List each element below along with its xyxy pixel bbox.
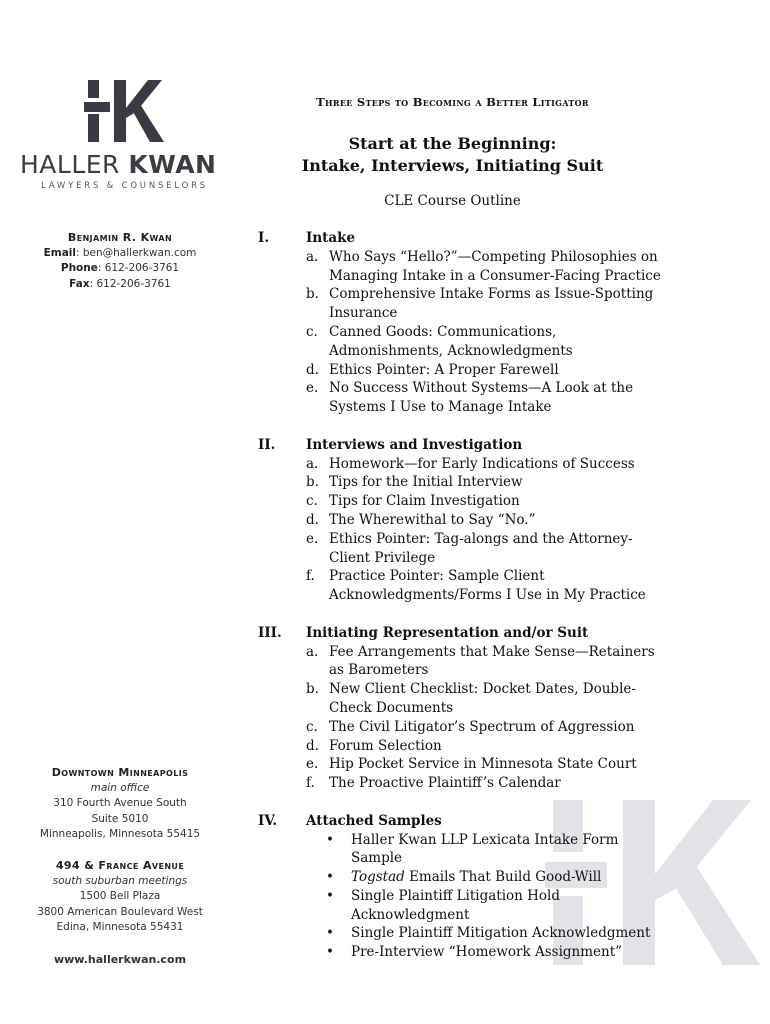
outline-item: c. Canned Goods: Communications, Admonishments, Acknowledgments (306, 323, 573, 359)
document-title: Start at the Beginning: Intake, Interviews, Initiating Suit (301, 134, 604, 175)
section-title: Attached Samples (306, 812, 442, 829)
hk-monogram-icon (84, 80, 164, 142)
outline-item: d. The Wherewithal to Say “No.” (306, 511, 536, 528)
outline-item: e. No Success Without Systems—A Look at the Systems I Use to Manage Intake (306, 380, 634, 416)
firm-name: HALLER KWAN (20, 150, 217, 179)
outline-item: b. New Client Checklist: Docket Dates, Double-Check Documents (306, 681, 636, 716)
firm-tagline: LAWYERS & COUNSELORS (41, 181, 208, 191)
attorney-name: Benjamin R. Kwan (67, 231, 173, 244)
outline-item: d. Forum Selection (306, 737, 442, 754)
outline-section: II. Interviews and Investigation a. Homework—for Early Indications of Success b. Tips for the Initial Interview c. Tips for Claim Investigation d. The Wherewithal to Say “No.” e. Ethics Pointer: Tag-alongs and the Attorney-Client Privilege f. Practice Pointer: Sample Client Acknowledgments/Forms I Use in My Practice (258, 436, 668, 605)
section-title: Initiating Representation and/or Suit (306, 624, 589, 641)
section-title: Interviews and Investigation (306, 436, 523, 453)
office-edina: 494 & France Avenue south suburban meetings 1500 Bell Plaza 3800 American Boulevard West Edina, Minnesota 55431 (37, 859, 203, 933)
outline-section: III. Initiating Representation and/or Suit a. Fee Arrangements that Make Sense—Retainers as Barometers b. New Client Checklist: Docket Dates, Double-Check Documents c. The Civil Litigator’s Spectrum of Aggression d. Forum Selection e. Hip Pocket Service in Minnesota State Court f. The Proactive Plaintiff’s Calendar (258, 624, 668, 793)
outline-section: IV. Attached Samples • Haller Kwan LLP Lexicata Intake Form Sample • Togstad Emails That Build Good-Will • Single Plaintiff Litigation Hold Acknowledgment • Single Plaintiff Mitigation Acknowledgment • Pre-Interview “Homework Assignment” (258, 812, 668, 962)
outline-item: b. Comprehensive Intake Forms as Issue-Spotting Insurance (306, 286, 654, 322)
letterhead-sidebar (0, 0, 240, 1024)
outline-item: f. The Proactive Plaintiff’s Calendar (306, 775, 561, 792)
outline-item: a. Who Says “Hello?”—Competing Philosophies on Managing Intake in a Consumer-Facing Practice (306, 248, 661, 284)
website-link[interactable]: www.hallerkwan.com (53, 953, 187, 966)
fax-line: Fax: 612-206-3761 (69, 277, 171, 290)
outline-item: c. Tips for Claim Investigation (306, 493, 520, 510)
outline-item: e. Ethics Pointer: Tag-alongs and the Attorney-Client Privilege (306, 530, 633, 566)
document-subtitle: CLE Course Outline (384, 193, 521, 209)
series-title: Three Steps to Becoming a Better Litigator (316, 95, 589, 109)
office-downtown: Downtown Minneapolis main office 310 Fourth Avenue South Suite 5010 Minneapolis, Minnesota 55415 (39, 766, 201, 840)
sample-item: • Pre-Interview “Homework Assignment” (326, 944, 623, 961)
sample-item: • Single Plaintiff Mitigation Acknowledgment (326, 925, 651, 942)
sample-item: • Togstad Emails That Build Good-Will (326, 869, 602, 886)
outline-item: a. Homework—for Early Indications of Success (306, 455, 635, 472)
email-line: Email: ben@hallerkwan.com (43, 246, 197, 259)
outline-item: e. Hip Pocket Service in Minnesota State Court (306, 756, 637, 773)
section-title: Intake (306, 230, 356, 246)
sample-item: • Haller Kwan LLP Lexicata Intake Form Sample (326, 831, 619, 867)
outline-item: f. Practice Pointer: Sample Client Acknowledgments/Forms I Use in My Practice (306, 568, 646, 604)
sample-item: • Single Plaintiff Litigation Hold Acknowledgment (326, 887, 561, 923)
outline-item: c. The Civil Litigator’s Spectrum of Aggression (306, 718, 635, 735)
outline-item: a. Fee Arrangements that Make Sense—Retainers as Barometers (306, 643, 655, 679)
outline-item: b. Tips for the Initial Interview (306, 474, 523, 491)
outline-section: I. Intake a. Who Says “Hello?”—Competing Philosophies on Managing Intake in a Consumer-Facing Practice b. Comprehensive Intake Forms as Issue-Spotting Insurance c. Canned Goods: Communications, Admonishments, Acknowledgments d. Ethics Pointer: A Proper Farewell e. No Success Without Systems—A Look at the Systems I Use to Manage Intake (258, 229, 668, 417)
outline-item: d. Ethics Pointer: A Proper Farewell (306, 361, 559, 378)
contact-block (0, 230, 240, 292)
course-outline (258, 229, 668, 981)
email-link[interactable]: : ben@hallerkwan.com (76, 246, 197, 259)
phone-line: Phone: 612-206-3761 (60, 262, 180, 274)
